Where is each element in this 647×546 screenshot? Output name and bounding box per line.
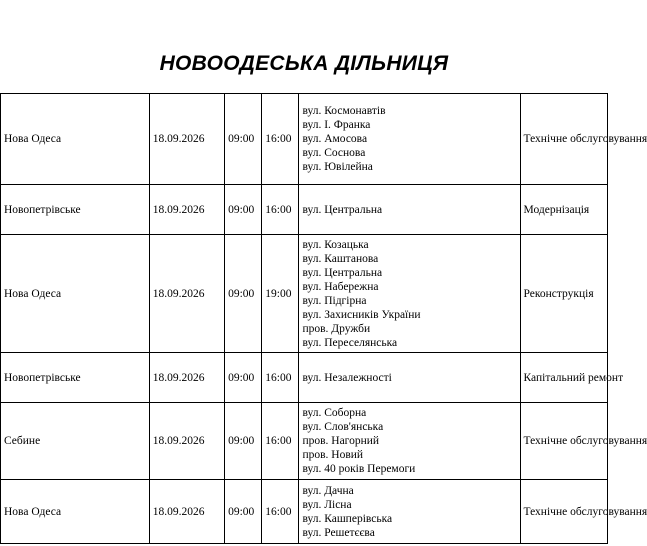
table-row	[1, 185, 608, 235]
street-item: вул. Переселянська	[302, 336, 398, 349]
street-item: вул. Амосова	[302, 133, 368, 145]
street-item: вул. Лісна	[302, 498, 352, 511]
end-time-cell: 16:00	[262, 480, 299, 544]
street-item: вул. Підгірна	[302, 294, 367, 307]
streets-cell	[299, 403, 520, 480]
start-time-cell: 09:00	[225, 185, 262, 235]
streets-cell	[299, 185, 520, 235]
street-item: вул. Космонавтів	[302, 105, 386, 117]
streets-cell	[299, 353, 520, 403]
reason-cell: Технічне обслуговування	[520, 403, 607, 480]
table-row	[1, 94, 608, 185]
reason-cell: Модернізація	[520, 185, 607, 235]
street-item: вул. Слов'янська	[302, 421, 384, 433]
street-item: вул. Козацька	[302, 238, 369, 251]
outage-schedule-table	[0, 93, 647, 544]
street-item: вул. Захисників України	[302, 308, 421, 321]
reason-cell: Технічне обслуговування	[520, 94, 607, 185]
table-row	[1, 480, 608, 544]
date-cell: 18.09.2026	[149, 353, 224, 403]
streets-cell	[299, 94, 520, 185]
start-time-cell: 09:00	[225, 235, 262, 353]
location-cell: Новопетрівське	[1, 185, 150, 235]
end-time-cell: 16:00	[262, 94, 299, 185]
reason-cell: Капітальний ремонт	[520, 353, 607, 403]
street-item: вул. Центральна	[302, 203, 383, 216]
street-item: вул. Незалежності	[302, 371, 392, 384]
street-item: вул. Набережна	[302, 280, 379, 293]
date-cell: 18.09.2026	[149, 185, 224, 235]
street-item: пров. Новий	[302, 449, 364, 461]
end-time-cell: 19:00	[262, 235, 299, 353]
start-time-cell: 09:00	[225, 403, 262, 480]
date-cell: 18.09.2026	[149, 480, 224, 544]
location-cell: Нова Одеса	[1, 480, 150, 544]
location-cell: Нова Одеса	[1, 94, 150, 185]
street-item: вул. Каштанова	[302, 252, 379, 265]
end-time-cell: 16:00	[262, 353, 299, 403]
street-item: вул. Решетєєва	[302, 526, 375, 539]
street-item: пров. Дружби	[302, 322, 371, 335]
date-cell: 18.09.2026	[149, 94, 224, 185]
street-item: пров. Нагорний	[302, 435, 380, 447]
street-item: вул. І. Франка	[302, 119, 371, 131]
end-time-cell: 16:00	[262, 403, 299, 480]
schedule-body	[1, 94, 647, 544]
streets-cell	[299, 480, 520, 544]
street-item: вул. 40 років Перемоги	[302, 463, 416, 475]
location-cell: Себине	[1, 403, 150, 480]
table-row	[1, 353, 608, 403]
street-item: вул. Центральна	[302, 266, 383, 279]
start-time-cell: 09:00	[225, 480, 262, 544]
reason-cell: Технічне обслуговування	[520, 480, 607, 544]
street-item: вул. Соснова	[302, 147, 366, 159]
date-cell: 18.09.2026	[149, 403, 224, 480]
location-cell: Нова Одеса	[1, 235, 150, 353]
table-row	[1, 235, 608, 353]
street-item: вул. Ювілейна	[302, 161, 373, 173]
table-row	[1, 403, 608, 480]
start-time-cell: 09:00	[225, 353, 262, 403]
streets-cell	[299, 235, 520, 353]
date-cell: 18.09.2026	[149, 235, 224, 353]
page-title: НОВООДЕСЬКА ДІЛЬНИЦЯ	[159, 52, 449, 75]
location-cell: Новопетрівське	[1, 353, 150, 403]
end-time-cell: 16:00	[262, 185, 299, 235]
street-item: вул. Соборна	[302, 407, 367, 419]
reason-cell: Реконструкція	[520, 235, 607, 353]
start-time-cell: 09:00	[225, 94, 262, 185]
street-item: вул. Кашперівська	[302, 512, 393, 525]
street-item: вул. Дачна	[302, 484, 354, 497]
